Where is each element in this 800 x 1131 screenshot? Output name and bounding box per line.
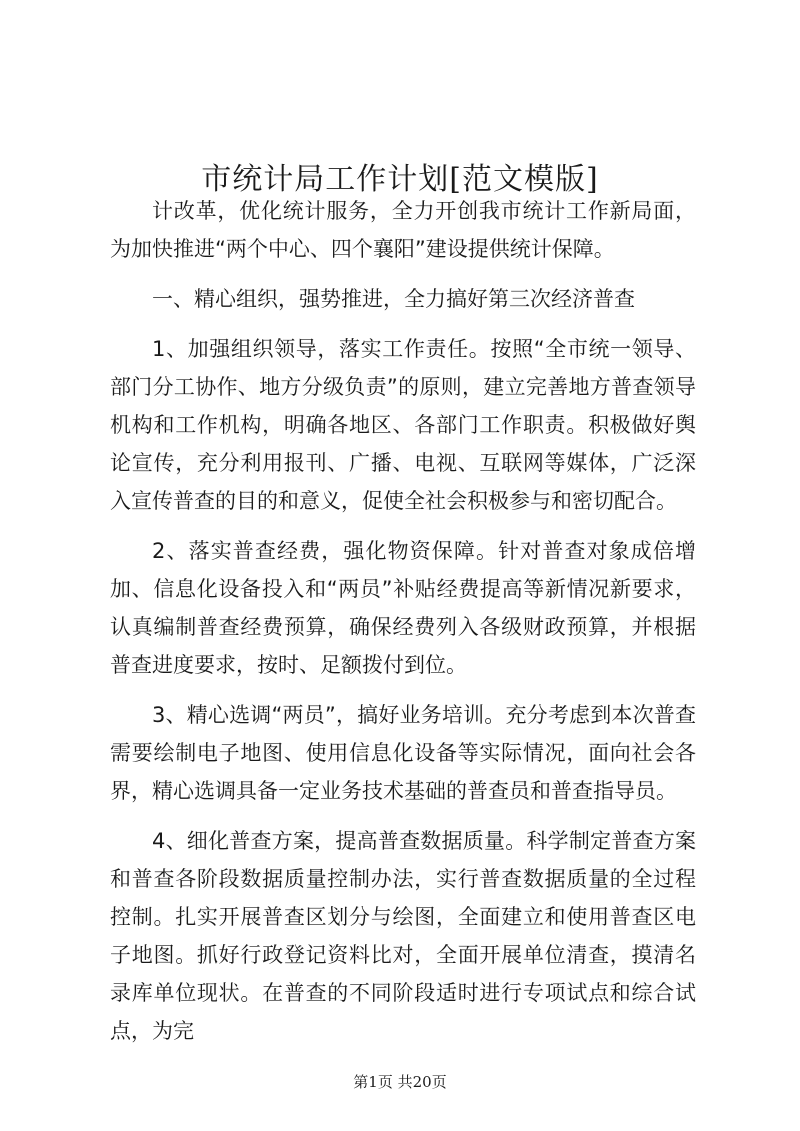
paragraph-item-2: 2、落实普查经费，强化物资保障。针对普查对象成倍增加、信息化设备投入和“两员”补贴经费提高等新情况新要求，认真编制普查经费预算，确保经费列入各级财政预算，并根据普查进度要求，按时、足额拨付到位。 xyxy=(110,539,696,677)
paragraph-item-4: 4、细化普查方案，提高普查数据质量。科学制定普查方案和普查各阶段数据质量控制办法，实行普查数据质量的全过程控制。扎实开展普查区划分与绘图，全面建立和使用普查区电子地图。抓好行政登记资料比对，全面开展单位清查，摸清名录库单位现状。在普查的不同阶段适时进行专项试点和综合试点，为完 xyxy=(110,829,696,1043)
document-body xyxy=(110,192,696,1050)
section-heading-1: 一、精心组织，强势推进，全力搞好第三次经济普查 xyxy=(152,287,635,311)
paragraph-intro: 计改革，优化统计服务，全力开创我市统计工作新局面，为加快推进“两个中心、四个襄阳”建设提供统计保障。 xyxy=(110,199,696,261)
page-footer: 第1页 共20页 xyxy=(353,1073,447,1091)
document-title: 市统计局工作计划[范文模版] xyxy=(201,162,599,198)
paragraph-item-1: 1、加强组织领导，落实工作责任。按照“全市统一领导、部门分工协作、地方分级负责”的原则，建立完善地方普查领导机构和工作机构，明确各地区、各部门工作职责。积极做好舆论宣传，充分利用报刊、广播、电视、互联网等媒体，广泛深入宣传普查的目的和意义，促使全社会积极参与和密切配合。 xyxy=(110,337,696,513)
paragraph-item-3: 3、精心选调“两员”，搞好业务培训。充分考虑到本次普查需要绘制电子地图、使用信息化设备等实际情况，面向社会各界，精心选调具备一定业务技术基础的普查员和普查指导员。 xyxy=(110,703,696,803)
